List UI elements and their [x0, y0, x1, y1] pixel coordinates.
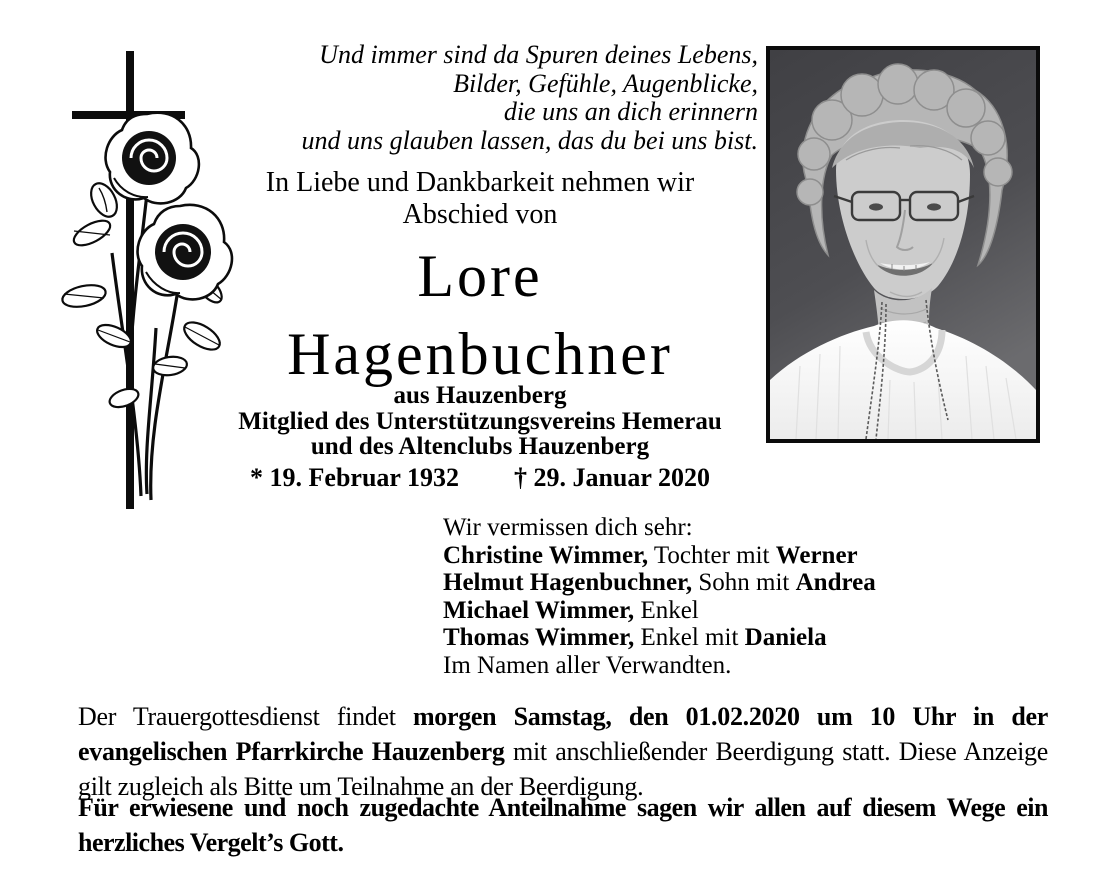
service-announcement: [78, 699, 1048, 804]
mourner-name: Thomas Wimmer,: [443, 624, 635, 651]
mourner-line: [443, 542, 1003, 570]
service-text-1: Der Trauergottesdienst findet: [78, 702, 396, 731]
mourner-name: Christine Wimmer,: [443, 541, 649, 569]
poem-line-1: Und immer sind da Spuren deines Lebens,: [319, 40, 758, 69]
mourner-partner: Werner: [775, 541, 858, 569]
membership-line-1: Mitglied des Unterstützungsvereins Hemerau: [238, 407, 722, 435]
deceased-first-name: Lore: [417, 243, 543, 309]
origin-line: aus Hauzenberg: [393, 382, 567, 409]
mourner-relation: Sohn mit: [698, 569, 790, 596]
memorial-poem: [268, 41, 758, 155]
mourners-list: [443, 514, 1003, 679]
portrait-photo: [766, 46, 1040, 443]
mourner-line: [443, 624, 1003, 652]
thanks-note: Für erwiesene und noch zugedachte Anteilnahme sagen wir allen auf diesem Wege ein herzliches Vergelt’s Gott.: [78, 793, 1048, 857]
mourner-relation: Tochter mit: [653, 541, 770, 569]
portrait-image: [770, 50, 1036, 439]
farewell-line-1: In Liebe und Dankbarkeit nehmen wir: [265, 167, 695, 198]
mourner-partner: Andrea: [795, 569, 876, 596]
poem-line-4: und uns glauben lassen, das du bei uns bist.: [301, 125, 758, 155]
birth-date: * 19. Februar 1932: [250, 463, 459, 492]
service-text-2: mit anschließender Beerdigung statt. Diese Anzeige gilt zugleich als Bitte um Teilnahme an der Beerdigung.: [78, 737, 1048, 801]
mourner-relation: Enkel: [640, 596, 699, 624]
deceased-name: [120, 237, 840, 393]
mourners-intro: Wir vermissen dich sehr:: [443, 514, 693, 541]
mourner-line: [443, 569, 1003, 597]
poem-line-2: Bilder, Gefühle, Augenblicke,: [453, 68, 758, 98]
farewell-line-2: Abschied von: [402, 199, 558, 230]
service-text-bold: morgen Samstag, den 01.02.2020 um 10 Uhr in der evangelischen Pfarrkirche Hauzenberg: [78, 702, 1048, 766]
mourner-line: [443, 597, 1003, 625]
life-dates: [150, 463, 810, 493]
farewell-intro: [150, 167, 810, 231]
death-date: † 29. Januar 2020: [513, 463, 710, 492]
membership-line-2: und des Altenclubs Hauzenberg: [310, 433, 650, 460]
mourner-name: Helmut Hagenbuchner,: [443, 569, 693, 596]
mourner-relation: Enkel mit: [640, 624, 739, 651]
mourner-name: Michael Wimmer,: [443, 596, 635, 624]
mourners-closing: Im Namen aller Verwandten.: [443, 651, 732, 679]
mourner-partner: Daniela: [744, 624, 827, 651]
deceased-last-name: Hagenbuchner: [287, 321, 673, 387]
poem-line-3: die uns an dich erinnern: [503, 97, 758, 126]
deceased-details: [150, 383, 810, 460]
